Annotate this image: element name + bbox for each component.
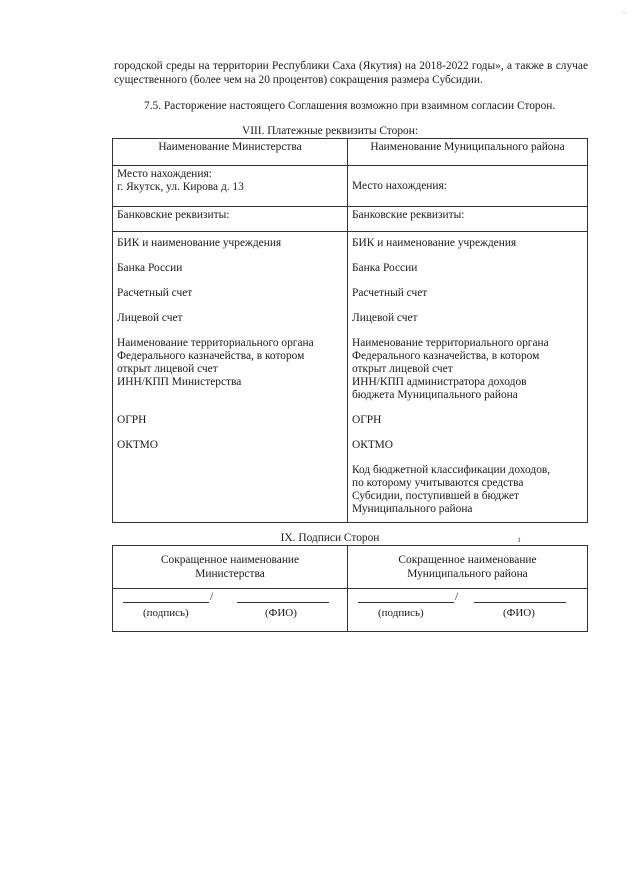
section-9-heading: IX. Подписи Сторон <box>280 532 380 544</box>
municipality-sign-label: (подпись) <box>378 607 424 619</box>
signatures-row <box>113 589 588 632</box>
ministry-personal-account: Лицевой счет <box>117 312 183 324</box>
municipality-location: Место нахождения: <box>348 166 588 207</box>
municipality-treasury-1: Наименование территориального органа <box>352 337 549 349</box>
ministry-short-name-line2: Министерства <box>195 568 265 580</box>
requisites-header-row <box>113 139 588 166</box>
municipality-slash: / <box>455 591 459 603</box>
ministry-name-label: (ФИО) <box>265 607 297 619</box>
municipality-kbk-2: по которому учитываются средства <box>352 477 524 489</box>
municipality-ogrn: ОГРН <box>352 414 382 426</box>
municipality-bank-label: Банковские реквизиты: <box>348 207 588 232</box>
ministry-bank-label: Банковские реквизиты: <box>113 207 348 232</box>
municipality-short-name-line1: Сокращенное наименование <box>398 554 537 566</box>
ministry-sign-label: (подпись) <box>143 607 189 619</box>
municipality-settlement-account: Расчетный счет <box>352 287 428 299</box>
municipality-personal-account: Лицевой счет <box>352 312 418 324</box>
municipality-bik: БИК и наименование учреждения <box>352 237 517 249</box>
municipality-kbk-3: Субсидии, поступившей в бюджет <box>352 490 519 502</box>
municipality-oktmo: ОКТМО <box>352 439 393 451</box>
ministry-name-line <box>237 602 329 603</box>
ministry-header: Наименование Министерства <box>113 139 348 166</box>
requisites-table <box>112 138 588 523</box>
municipality-signature-line <box>358 602 454 603</box>
ministry-signature-cell <box>113 589 348 632</box>
municipality-name-label: (ФИО) <box>503 607 535 619</box>
details-row <box>113 232 588 523</box>
paragraph-continuation: городской среды на территории Республики Саха (Якутия) на 2018-2022 годы», а также в случае существенного (более чем на 20 процентов) сокращения размера Субсидии. <box>114 60 588 86</box>
ministry-signature-line <box>123 602 209 603</box>
municipality-inn-kpp-2: бюджета Муниципального района <box>352 389 518 401</box>
tick-mark: ı <box>518 534 521 544</box>
ministry-oktmo: ОКТМО <box>117 439 158 451</box>
ministry-settlement-account: Расчетный счет <box>117 287 193 299</box>
location-row <box>113 166 588 207</box>
ministry-slash: / <box>210 591 214 603</box>
ministry-treasury-1: Наименование территориального органа <box>117 337 314 349</box>
paragraph-7-5: 7.5. Расторжение настоящего Соглашения возможно при взаимном согласии Сторон. <box>144 100 556 112</box>
municipality-short-name-cell <box>348 546 588 589</box>
ministry-bik: БИК и наименование учреждения <box>117 237 282 249</box>
municipality-bank-russia: Банка России <box>352 262 418 274</box>
ministry-short-name-cell <box>113 546 348 589</box>
municipality-inn-kpp-1: ИНН/КПП администратора доходов <box>352 376 527 388</box>
municipality-short-name-line2: Муниципального района <box>407 568 528 580</box>
municipality-treasury-3: открыт лицевой счет <box>352 363 453 375</box>
municipality-header: Наименование Муниципального района <box>348 139 588 166</box>
ministry-location <box>113 166 348 207</box>
bank-row <box>113 207 588 232</box>
municipality-signature-cell <box>348 589 588 632</box>
ministry-short-name-line1: Сокращенное наименование <box>160 554 300 566</box>
section-8-heading: VIII. Платежные реквизиты Сторон: <box>242 125 418 137</box>
ministry-details <box>113 232 348 523</box>
ministry-inn-kpp: ИНН/КПП Министерства <box>117 376 242 388</box>
ministry-treasury-3: открыт лицевой счет <box>117 363 218 375</box>
ministry-ogrn: ОГРН <box>117 414 147 426</box>
ministry-location-address: г. Якутск, ул. Кирова д. 13 <box>117 181 244 193</box>
municipality-kbk-1: Код бюджетной классификации доходов, <box>352 464 551 476</box>
municipality-treasury-2: Федерального казначейства, в котором <box>352 350 540 362</box>
municipality-kbk-4: Муниципального района <box>352 503 473 515</box>
municipality-details <box>348 232 588 523</box>
stray-mark: ‾ <box>623 12 626 21</box>
municipality-name-line <box>474 602 566 603</box>
ministry-bank-russia: Банка России <box>117 262 183 274</box>
signatures-header-row <box>113 546 588 589</box>
ministry-location-label: Место нахождения: <box>117 168 212 180</box>
ministry-treasury-2: Федерального казначейства, в котором <box>117 350 305 362</box>
signatures-table <box>112 545 588 632</box>
